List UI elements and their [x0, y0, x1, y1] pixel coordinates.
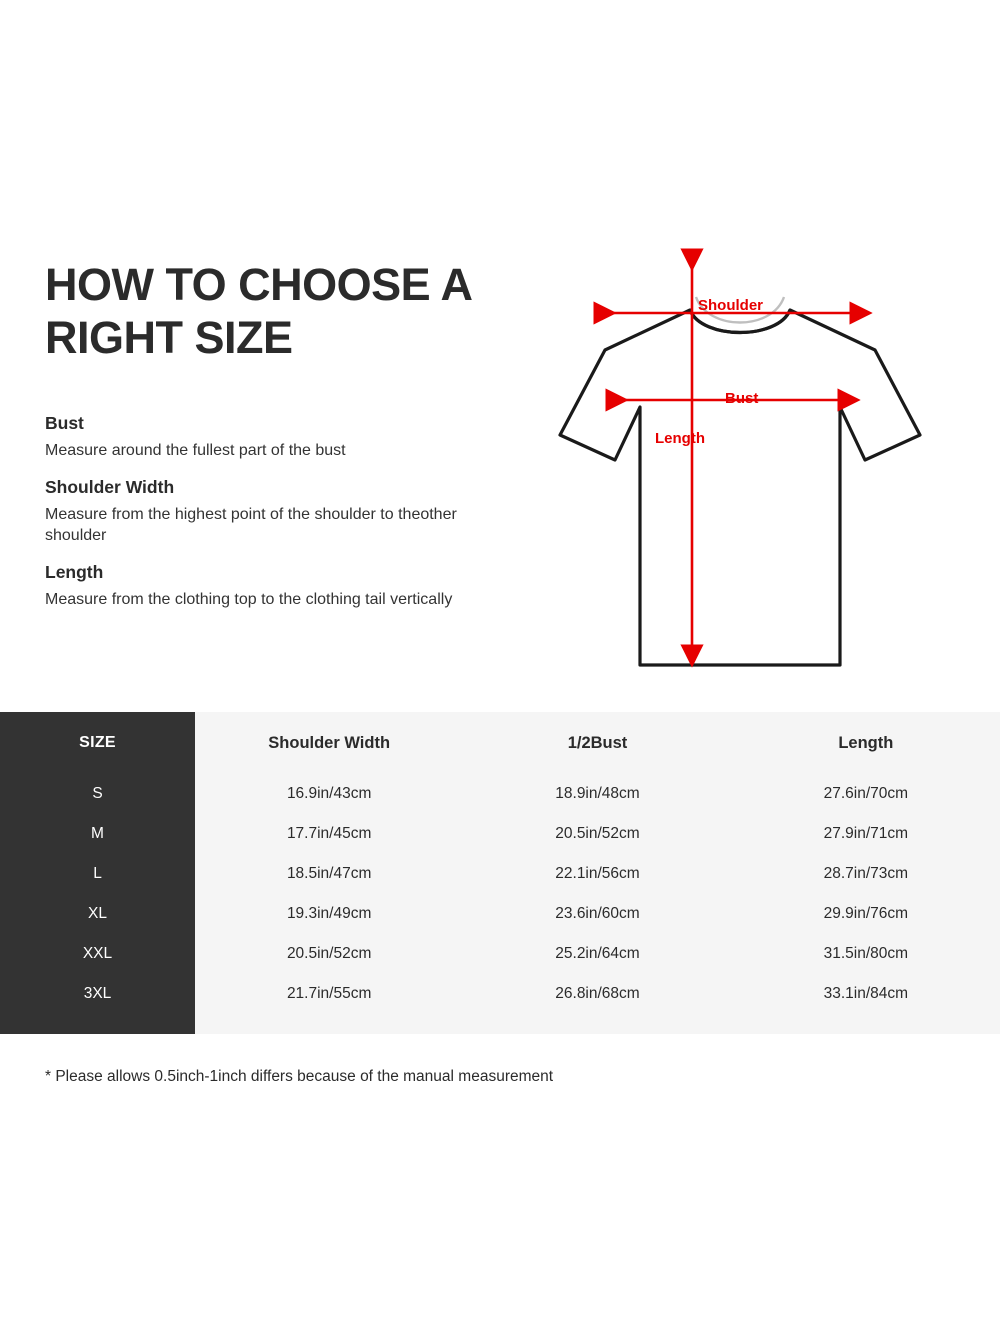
table-header-shoulder-width: Shoulder Width	[268, 733, 391, 752]
cell-shoulder-width: 18.5in/47cm	[286, 865, 372, 882]
definition-title: Bust	[45, 413, 84, 433]
cell-length: 29.9in/76cm	[823, 905, 909, 922]
table-header-length: Length	[838, 733, 894, 752]
definition-text: Measure from the highest point of the shoulder to theother shoulder	[45, 506, 457, 544]
cell-half-bust: 23.6in/60cm	[555, 905, 640, 922]
table-row: XXL	[82, 945, 113, 962]
page-title: HOW TO CHOOSE A RIGHT SIZE	[45, 259, 471, 363]
definitions-list	[45, 413, 515, 626]
table-row: M	[91, 825, 104, 842]
definition-title: Length	[45, 562, 104, 582]
size-table-body	[0, 712, 1000, 1034]
cell-half-bust: 18.9in/48cm	[555, 785, 640, 802]
cell-half-bust: 26.8in/68cm	[555, 985, 640, 1002]
tshirt-measurement-diagram	[500, 235, 980, 695]
table-header-row	[195, 712, 1000, 774]
cell-length: 27.9in/71cm	[823, 825, 909, 842]
table-row: 3XL	[83, 985, 112, 1002]
cell-length: 27.6in/70cm	[823, 785, 909, 802]
table-header-half-bust: 1/2Bust	[567, 733, 628, 752]
cell-shoulder-width: 17.7in/45cm	[286, 825, 372, 842]
bust-dimension-label: Bust	[725, 390, 759, 407]
table-row: L	[93, 865, 102, 882]
table-row	[195, 974, 1000, 1014]
size-table	[0, 712, 1000, 1034]
definition-text: Measure around the fullest part of the bust	[45, 442, 346, 459]
table-row	[195, 814, 1000, 854]
table-row	[195, 854, 1000, 894]
cell-shoulder-width: 19.3in/49cm	[286, 905, 372, 922]
size-column	[0, 712, 195, 1034]
cell-half-bust: 20.5in/52cm	[555, 825, 640, 842]
length-dimension-label: Length	[655, 430, 705, 447]
table-row	[195, 894, 1000, 934]
definition-bust	[45, 413, 515, 461]
cell-shoulder-width: 21.7in/55cm	[286, 985, 372, 1002]
cell-half-bust: 25.2in/64cm	[555, 945, 640, 962]
definition-length	[45, 562, 515, 610]
definition-text: Measure from the clothing top to the clothing tail vertically	[45, 591, 453, 608]
cell-length: 33.1in/84cm	[823, 985, 909, 1002]
definition-shoulder-width	[45, 477, 515, 546]
table-row: S	[92, 785, 103, 802]
cell-shoulder-width: 16.9in/43cm	[286, 785, 372, 802]
table-row	[195, 774, 1000, 814]
shoulder-dimension-label: Shoulder	[698, 297, 764, 314]
cell-shoulder-width: 20.5in/52cm	[286, 945, 372, 962]
table-header-size: SIZE	[79, 734, 116, 751]
cell-length: 28.7in/73cm	[823, 865, 909, 882]
cell-half-bust: 22.1in/56cm	[555, 865, 640, 882]
measurement-disclaimer: * Please allows 0.5inch-1inch differs because of the manual measurement	[45, 1068, 554, 1085]
measurements-columns	[195, 712, 1000, 1034]
definition-title: Shoulder Width	[45, 477, 175, 497]
cell-length: 31.5in/80cm	[823, 945, 909, 962]
table-row	[195, 934, 1000, 974]
table-row: XL	[88, 905, 107, 922]
